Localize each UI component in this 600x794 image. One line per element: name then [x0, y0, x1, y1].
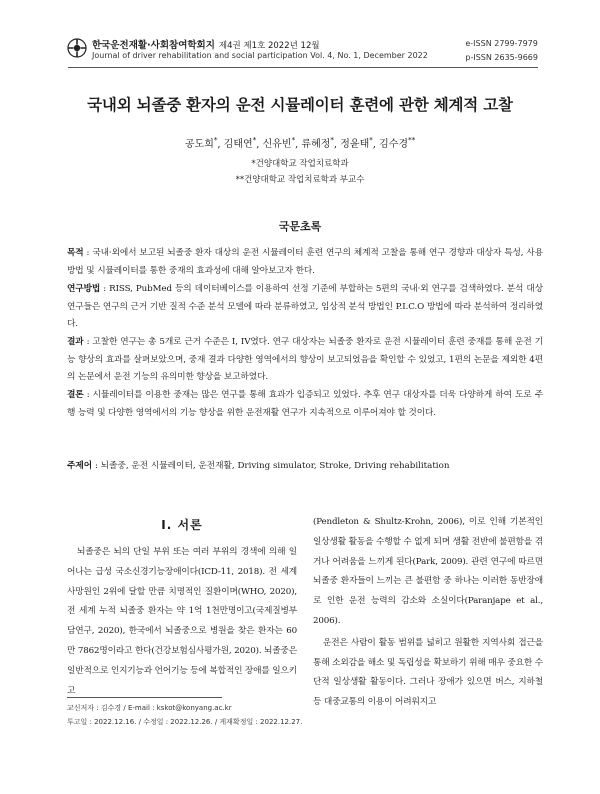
abstract-label: 연구방법: [67, 284, 101, 294]
abstract-conclusion: [67, 387, 543, 422]
article-title: 국내외 뇌졸중 환자의 운전 시뮬레이터 훈련에 관한 체계적 고찰: [87, 96, 513, 114]
eissn: e-ISSN 2799-7979: [465, 39, 538, 48]
author-affiliation-mark: **: [408, 136, 416, 145]
corresponding-author: 교신저자 : 김수경 / E-mail : kskot@konyang.ac.kr: [67, 704, 232, 712]
author-separator: ,: [372, 139, 380, 150]
keywords-label: 주제어: [67, 461, 93, 471]
body-left-column: [67, 543, 297, 701]
keywords: [67, 459, 449, 471]
abstract-text: : RISS, PubMed 등의 데이터베이스를 이용하여 선정 기준에 부합하는 5편의 국내·외 연구를 검색하였다. 분석 대상 연구들은 연구의 근거 기반 질적 수준 분석 모델에 따라 분류하였고, 임상적 분석 방법인 P.I.C.O 방법에 따라 분석하여 정리하였다.: [67, 284, 543, 330]
author-affiliation-mark: *: [213, 136, 218, 145]
footnote-divider: [67, 697, 222, 698]
author-affiliation-mark: *: [330, 136, 334, 145]
journal-name-kr: 한국운전재활·사회참여학회지: [92, 40, 215, 51]
author-separator: ,: [333, 139, 341, 150]
body-paragraph: 뇌졸중은 뇌의 단일 부위 또는 여러 부위의 경색에 의해 일어나는 급성 국소신경기능장애이다(ICD-11, 2018). 전 세계 사망원인 2위에 달할 만큼 치명적인 질환이며(WHO, 2020), 전 세계 누적 뇌졸중 환자는 약 1억 1천만명이고(국제질병부담연구, 2020), 한국에서 뇌졸중으로 병원을 찾은 환자는 60만 7862명이라고 한다(건강보험심사평가원, 2020). 뇌졸중은 일반적으로 인지기능과 언어기능 등에 복합적인 장애를 일으키고: [67, 547, 298, 696]
abstract-label: 결론: [67, 390, 84, 400]
abstract-results: [67, 334, 543, 387]
author-separator: ,: [295, 139, 302, 150]
author-affiliation-mark: *: [252, 136, 257, 145]
body-right-column: [313, 513, 543, 713]
author-list: [0, 135, 600, 150]
abstract-label: 목적: [67, 248, 84, 258]
affiliation-1: *건양대학교 작업치료학과: [251, 159, 349, 169]
submission-dates: 투고일 : 2022.12.16. / 수정일 : 2022.12.26. / 게재확정일 : 2022.12.27.: [67, 718, 303, 726]
body-paragraph: (Pendleton & Shultz-Krohn, 2006), 이로 인해 기본적인 일상생활 활동을 수행할 수 없게 되며 생활 전반에 불편함을 겪거나 어려움을 느끼게 된다(Park, 2009). 관련 연구에 따르면 뇌졸중 환자들이 느끼는 큰 불편함 중 하나는 이러한 동반장애로 인한 운전 능력의 감소와 소실이다(Paranjape et al., 2006).: [313, 517, 543, 626]
author-affiliation-mark: *: [369, 136, 373, 145]
author-name: 류혜정: [301, 139, 331, 150]
journal-name-en: Journal of driver rehabilitation and social participation Vol. 4, No. 1, December 2022: [92, 51, 428, 60]
body-paragraph: 운전은 사람이 활동 범위를 넓히고 원활한 지역사회 접근을 통해 소외감을 해소 및 독립성을 확보하기 위해 매우 중요한 수단적 일상생활 활동이다. 그러나 장애가 있으면 버스, 지하철 등 대중교통의 이용이 어려워지고: [313, 637, 543, 708]
abstract-heading: 국문초록: [278, 220, 322, 233]
journal-title: [92, 37, 320, 51]
abstract-label: 결과: [67, 337, 84, 347]
abstract-purpose: [67, 245, 543, 280]
author-separator: ,: [217, 139, 224, 150]
keywords-text: : 뇌졸중, 운전 시뮬레이터, 운전재활, Driving simulator, Stroke, Driving rehabilitation: [92, 461, 450, 471]
abstract-text: : 국내·외에서 보고된 뇌졸중 환자 대상의 운전 시뮬레이터 훈련 연구의 체계적 고찰을 통해 연구 경향과 대상자 특성, 사용 방법 및 시뮬레이터를 통한 중재의 효과성에 대해 알아보고자 한다.: [67, 248, 543, 276]
header-divider: [68, 67, 538, 68]
affiliation-2: **건양대학교 작업치료학과 부교수: [235, 175, 365, 185]
author-name: 공도희: [184, 139, 214, 150]
issn-block: [465, 37, 538, 65]
pissn: p-ISSN 2635-9669: [465, 53, 538, 62]
author-name: 정윤태: [340, 139, 370, 150]
author-name: 신유빈: [262, 139, 292, 150]
abstract-text: : 시뮬레이터를 이용한 중재는 많은 연구를 통해 효과가 입증되고 있었다. 추후 연구 대상자를 더욱 다양하게 하여 도로 주행 능력 및 다양한 영역에서의 기능 향상을 위한 운전재활 연구가 지속적으로 이루어져야 할 것이다.: [67, 390, 543, 418]
section-title: Ⅰ. 서론: [161, 518, 203, 532]
author-separator: ,: [256, 139, 263, 150]
author-affiliation-mark: *: [291, 136, 296, 145]
abstract-methods: [67, 281, 543, 334]
author-name: 김수경: [379, 139, 409, 150]
author-name: 김태연: [223, 139, 253, 150]
abstract-text: : 고찰한 연구는 총 5개로 근거 수준은 I, IV였다. 연구 대상자는 뇌졸중 환자로 운전 시뮬레이터 훈련 중재를 통해 운전 기능 향상의 효과를 살펴보았으며, 중재 결과 다양한 영역에서의 향상이 보고되었음을 확인할 수 있었고, 1편의 논문을 제외한 4편의 논문에서 운전 기능의 유의미한 향상을 보고하였다.: [67, 337, 543, 383]
journal-volume-kr: 제4권 제1호 2022년 12월: [218, 41, 320, 51]
journal-logo-icon: [67, 38, 87, 58]
